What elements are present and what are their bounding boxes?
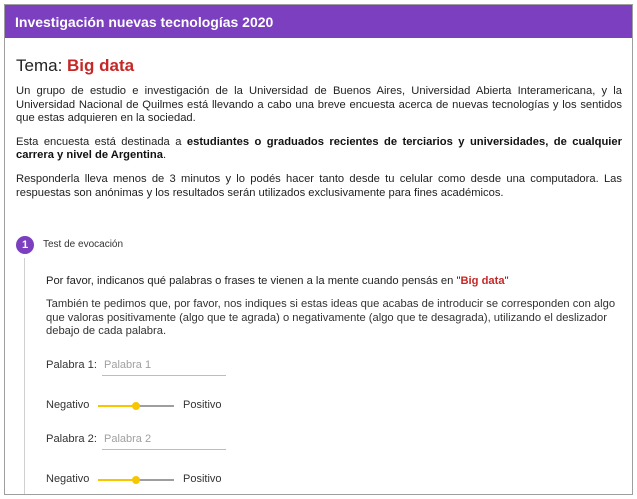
word-2-slider-thumb[interactable]	[132, 476, 140, 484]
word-2-slider-fill	[98, 479, 136, 481]
word-2-input[interactable]	[102, 429, 226, 450]
audience-prefix: Esta encuesta está destinada a	[16, 135, 187, 148]
word-1-slider-row	[46, 397, 626, 415]
topic-label: Tema:	[16, 56, 63, 75]
step-number-badge: 1	[16, 236, 34, 254]
intro-paragraph-1: Un grupo de estudio e investigación de la Universidad de Buenos Aires, Universidad Abierta Interamericana, y la Universidad Nacional de Quilmes está llevando a cabo una breve encuesta acerca de nuevas tecnologías y los sentidos que estas adquieren en la sociedad.	[16, 85, 622, 125]
evocation-question	[46, 274, 626, 288]
word-1-slider-fill	[98, 405, 136, 407]
intro-paragraph-3: Responderla lleva menos de 3 minutos y lo podés hacer tanto desde tu celular como desde una computadora. Las respuestas son anónimas y los resultados serán utilizados exclusivamente para fines académicos.	[16, 172, 622, 199]
word-2-negative-label: Negativo	[46, 472, 90, 485]
survey-content	[5, 56, 632, 485]
survey-header	[5, 5, 632, 38]
audience-suffix: .	[162, 149, 167, 162]
word-1-slider[interactable]	[98, 405, 174, 407]
word-2-slider-row	[46, 471, 626, 489]
question-topic: Big data	[460, 275, 505, 288]
word-1-row	[46, 355, 626, 379]
survey-frame	[4, 4, 633, 495]
word-2-row	[46, 429, 626, 453]
survey-title: Investigación nuevas tecnologías 2020	[15, 14, 274, 30]
word-1-input[interactable]	[102, 355, 226, 376]
audience-highlight: estudiantes o graduados recientes de terciarios y universidades, de cualquier carrera y nivel de Argentina	[16, 135, 622, 162]
word-1-label: Palabra 1:	[46, 358, 97, 371]
step-title: Test de evocación	[43, 239, 124, 251]
question-prefix: Por favor, indicanos qué palabras o frases te vienen a la mente cuando pensás en "	[46, 275, 461, 288]
intro-paragraph-2	[16, 136, 622, 163]
word-1-positive-label: Positivo	[183, 398, 222, 411]
evocation-instruction: También te pedimos que, por favor, nos indiques si estas ideas que acabas de introducir se corresponden con algo que valoras positivamente (algo que te agrada) o negativamente (algo que te desagrada), utilizando el deslizador debajo de cada palabra.	[46, 298, 616, 338]
step-body	[46, 274, 626, 489]
word-2-label: Palabra 2:	[46, 432, 97, 445]
topic-name: Big data	[67, 56, 135, 75]
word-1-slider-thumb[interactable]	[132, 402, 140, 410]
word-2-positive-label: Positivo	[183, 472, 222, 485]
word-1-negative-label: Negativo	[46, 398, 90, 411]
question-suffix: "	[504, 275, 509, 288]
word-2-slider[interactable]	[98, 479, 174, 481]
topic-heading	[16, 56, 622, 76]
step-connector-line	[24, 258, 25, 495]
